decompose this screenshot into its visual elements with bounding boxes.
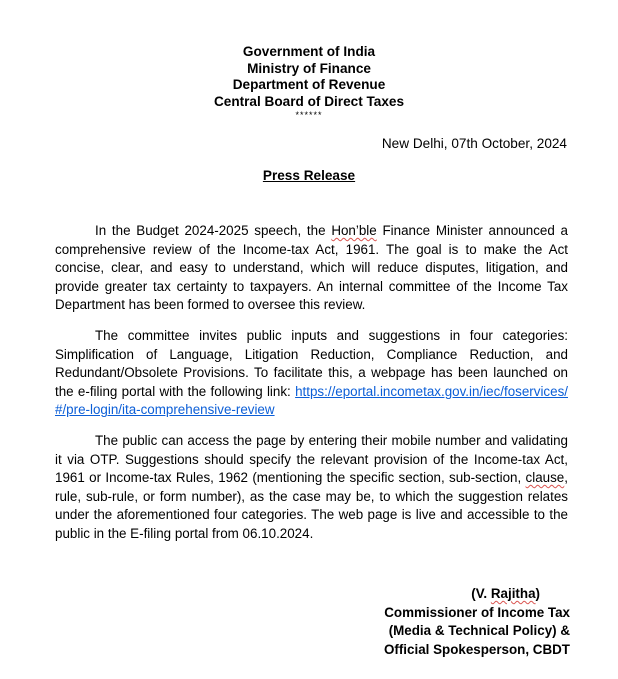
paragraph-3-clause: clause (525, 470, 565, 486)
signatory-title-1: Commissioner of Income Tax (384, 604, 570, 620)
review-portal-link[interactable]: https://eportal.incometax.gov.in/iec/foservices/#/pre-login/ita-comprehensive-review (55, 383, 568, 418)
paragraph-3-start: The public can access the page by entering their mobile number and validating it via OTP. Suggestions should specify the relevant provision of the Income-tax Act, 1961 or Income-tax Rules, 1962 (mentioning the specific section, sub-section, (55, 432, 568, 486)
paragraph-2-text: The committee invites public inputs and suggestions in four categories: Simplification of Language, Litigation Reduction, Compliance Reduction, and Redundant/Obsolete Provisions. To facilitate this, a webpage has been launched on the e-filing portal with the following link: (55, 327, 568, 399)
header-board: Central Board of Direct Taxes (213, 93, 405, 109)
signatory-title-3: Official Spokesperson, CBDT (383, 641, 570, 657)
signatory-title-2: (Media & Technical Policy) & (388, 623, 570, 639)
document-body (55, 222, 568, 556)
signatory-name-suffix: ) (535, 586, 540, 601)
press-release-title-text: Press Release (262, 168, 356, 183)
header-separator: ****** (295, 110, 323, 120)
paragraph-1-end: Finance Minister announced a comprehensive review of the Income-tax Act, 1961. The goal is to make the Act concise, clear, and easy to understand, which will reduce disputes, litigation, and provide greater tax certainty to taxpayers. An internal committee of the Income Tax Department has been formed to oversee this review. (55, 223, 568, 313)
header-department: Department of Revenue (232, 77, 386, 92)
paragraph-3-end: , rule, sub-rule, or form number), as the case may be, to which the suggestion relates under the aforementioned four categories. The web page is live and accessible to the public in the E-filing portal from 06.10.2024. (55, 470, 568, 541)
paragraph-1-start: In the Budget 2024-2025 speech, the (95, 223, 332, 238)
document-header (0, 44, 618, 120)
signatory-name-prefix: (V. (471, 586, 491, 601)
header-government: Government of India (242, 44, 376, 59)
signature-block (0, 585, 570, 659)
paragraph-1-honble: Hon’ble (331, 223, 377, 238)
header-ministry: Ministry of Finance (247, 60, 371, 76)
dateline: New Delhi, 07th October, 2024 (381, 136, 567, 151)
signatory-name-word: Rajitha (490, 586, 536, 601)
signatory-name (0, 585, 570, 604)
paragraph-3 (55, 432, 568, 544)
paragraph-1 (55, 222, 568, 315)
paragraph-2 (55, 327, 568, 420)
press-release-title (0, 168, 618, 184)
